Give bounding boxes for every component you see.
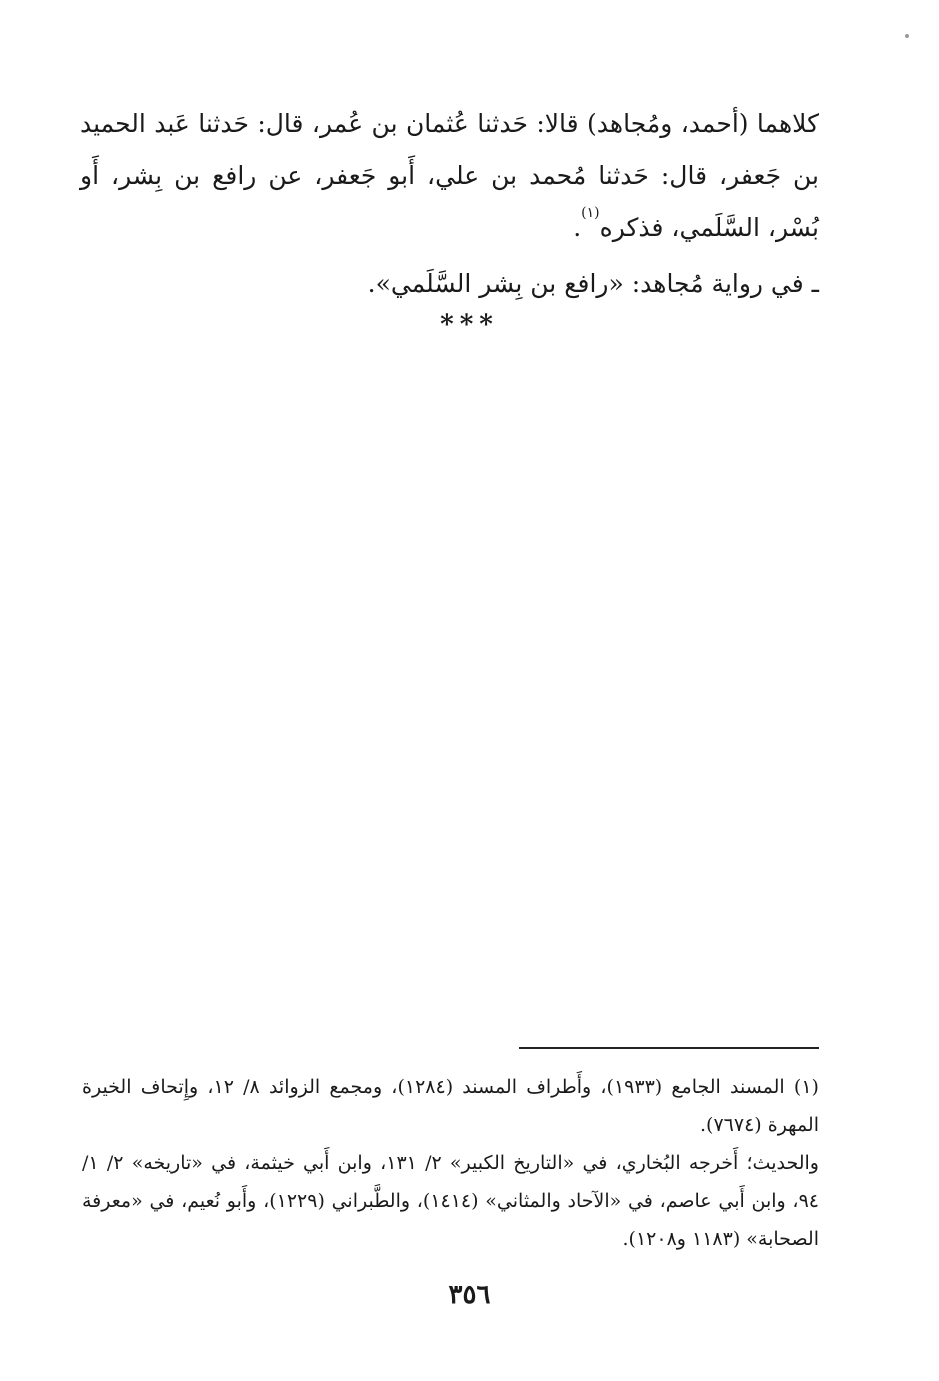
footnotes-block [82,1068,819,1258]
footnote-reference[interactable]: (١) [581,205,600,221]
section-separator: *** [440,310,499,340]
variant-note: ـ في رواية مُجاهد: «رافع بن بِشر السَّلَمي». [367,269,819,298]
hadith-paragraph [80,98,819,254]
scan-speck [905,34,909,38]
page-number: ٣٥٦ [448,1280,491,1310]
footnote-divider [519,1047,819,1049]
footnote-hadith-sources: والحديث؛ أَخرجه البُخاري، في «التاريخ الكبير» ٢/ ١٣١، وابن أَبي خيثمة، في «تاريخه» ٢/ ١/ ٩٤، وابن أَبي عاصم، في «الآحاد والمثاني» (١٤١٤)، والطَّبراني (١٢٢٩)، وأَبو نُعيم، في «معرفة الصحابة» (١١٨٣ و١٢٠٨). [82,1152,819,1250]
main-text-block [80,98,819,254]
hadith-text: كلاهما (أحمد، ومُجاهد) قالا: حَدثنا عُثمان بن عُمر، قال: حَدثنا عَبد الحميد بن جَعفر، قال: حَدثنا مُحمد بن علي، أَبو جَعفر، عن رافع بن بِشر، أَو بُسْر، السَّلَمي، فذكره [80,109,819,242]
footnote-1: (١) المسند الجامع (١٩٣٣)، وأَطراف المسند (١٢٨٤)، ومجمع الزوائد ٨/ ١٢، وإِتحاف الخيرة المهرة (٧٦٧٤). [82,1076,819,1136]
paragraph-period: . [573,213,582,242]
